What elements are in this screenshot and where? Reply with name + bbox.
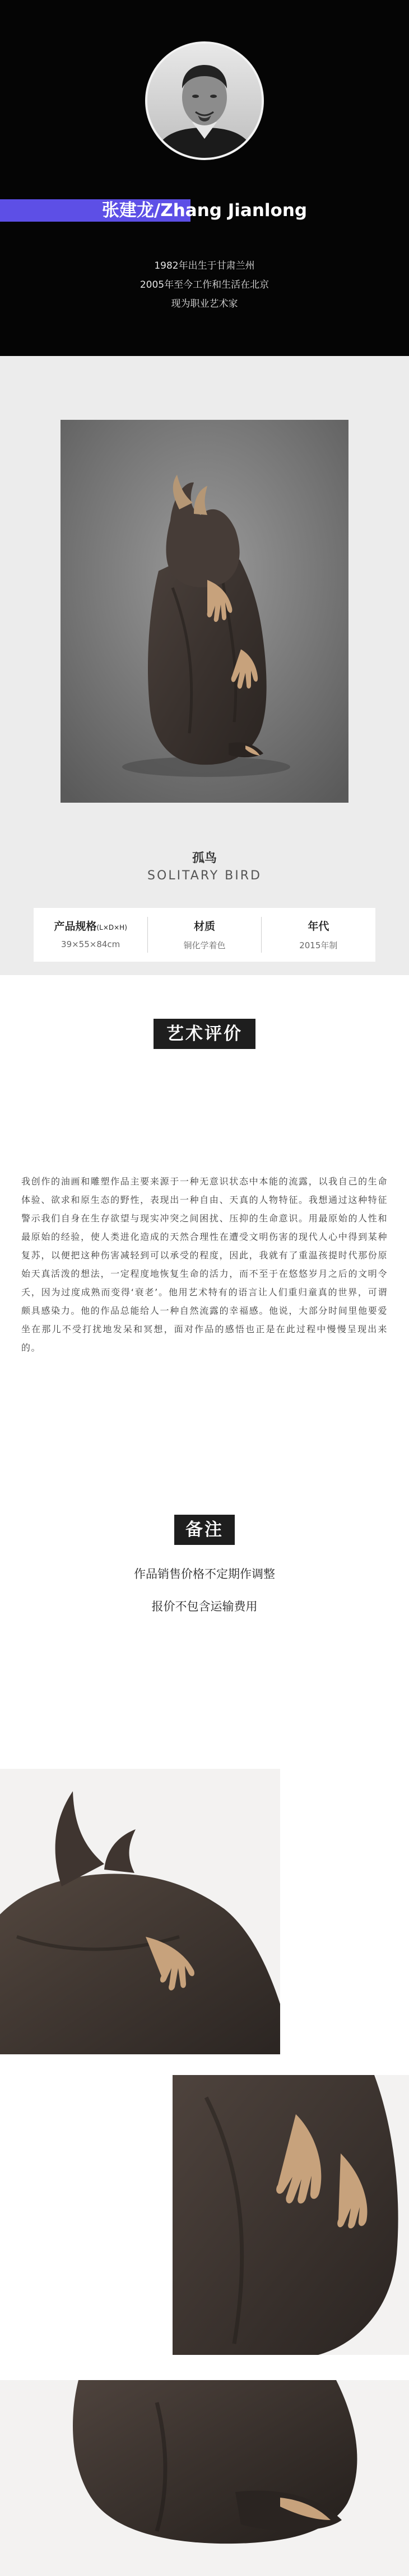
spec-value: 铜化学着色 [183, 940, 226, 950]
spec-year [262, 908, 375, 962]
spec-label-unit: (L×D×H) [96, 924, 127, 931]
detail-photo-head [0, 1769, 280, 2054]
artwork-photo [61, 420, 348, 803]
artwork-section [0, 356, 409, 975]
note-line: 报价不包含运输费用 [151, 1600, 258, 1613]
spec-value: 2015年制 [299, 940, 338, 950]
detail-photo-feet [0, 2380, 409, 2576]
bio-line: 2005年至今工作和生活在北京 [140, 279, 269, 291]
artwork-title: 孤鸟 [192, 851, 217, 865]
artist-bio [0, 256, 409, 313]
spec-value: 39×55×84cm [61, 939, 120, 949]
review-heading: 艺术评价 [154, 1019, 255, 1049]
notes-heading: 备注 [174, 1515, 235, 1545]
spec-dimensions [34, 908, 147, 962]
artist-avatar [145, 41, 264, 160]
detail-photo-hand [173, 2075, 409, 2355]
note-line: 作品销售价格不定期作调整 [134, 1567, 275, 1581]
bio-line: 1982年出生于甘肃兰州 [154, 260, 255, 271]
artist-name: 张建龙/Zhang Jianlong [101, 200, 308, 221]
artwork-title-en: SOLITARY BIRD [147, 869, 262, 883]
review-text: 我创作的油画和雕塑作品主要来源于一种无意识状态中本能的流露，以我自己的生命体验、欲求和原生态的野性，表现出一种自由、天真的人物特征。我想通过这种特征警示我们自身在生存欲望与现实冲突之间困扰、压抑的生命意识。用最原始的人性和最原始的经验，使人类进化造成的天然合理性在遭受文明伤害的现代人心中得到某种复苏，以便把这种伤害减轻到可以承受的程度，因此，我就有了重温孩提时代那份原始天真活泼的想法，一定程度地恢复生命的活力，而不至于在悠悠岁月之后的文明令夭，因为过度成熟而变得‘衰老’。他用艺术特有的语言让人们重归童真的世界，可谓颇具感染力。他的作品总能给人一种自然流露的幸福感。他说，大部分时间里他要爱坐在那儿不受打扰地发呆和冥想，面对作品的感悟也正是在此过程中慢慢呈现出来的。 [21, 1176, 388, 1353]
artist-header [0, 0, 409, 356]
spec-label: 材质 [193, 920, 215, 933]
bio-line: 现为职业艺术家 [171, 298, 238, 310]
spec-label: 年代 [308, 920, 329, 933]
spec-material [147, 908, 261, 962]
spec-label: 产品规格 [54, 920, 97, 933]
spec-table [34, 908, 375, 962]
